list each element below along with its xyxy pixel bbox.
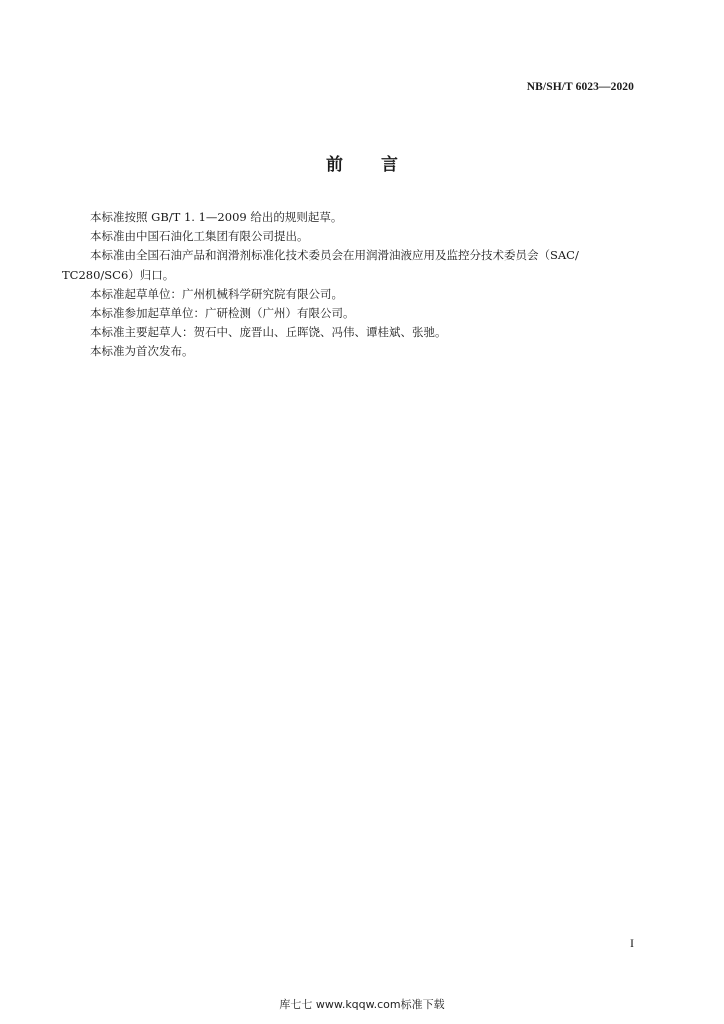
paragraph-main-drafters	[90, 323, 638, 342]
paragraph-text: 本标准为首次发布。	[90, 344, 194, 359]
paragraph-first-release	[90, 342, 638, 361]
standard-number: NB/SH/T 6023—2020	[526, 81, 634, 93]
paragraph-text: 本标准由全国石油产品和润滑剂标准化技术委员会在用润滑油液应用及监控分技术委员会（SAC/	[90, 248, 579, 263]
paragraph-drafting-unit	[90, 285, 638, 304]
foreword-body	[62, 208, 638, 362]
page-number: I	[630, 936, 634, 950]
paragraph-text: 本标准参加起草单位：广研检测（广州）有限公司。	[90, 306, 355, 321]
page-title: 前言	[326, 155, 436, 175]
paragraph-text-continuation: TC280/SC6）归口。	[62, 267, 175, 282]
footer-watermark: 库七七 www.kqqw.com标准下载	[279, 998, 445, 1011]
paragraph-participating-unit	[90, 304, 638, 323]
paragraph-text: 本标准主要起草人：贺石中、庞晋山、丘晖饶、冯伟、谭桂斌、张驰。	[90, 325, 447, 340]
paragraph-text: 本标准起草单位：广州机械科学研究院有限公司。	[90, 286, 343, 301]
paragraph-proposer	[90, 227, 638, 246]
paragraph-text: 本标准由中国石油化工集团有限公司提出。	[90, 229, 309, 244]
paragraph-responsible-committee	[62, 246, 638, 284]
paragraph-text: 本标准按照 GB/T 1. 1—2009 给出的规则起草。	[90, 210, 343, 224]
paragraph-drafting-rules	[90, 208, 638, 227]
